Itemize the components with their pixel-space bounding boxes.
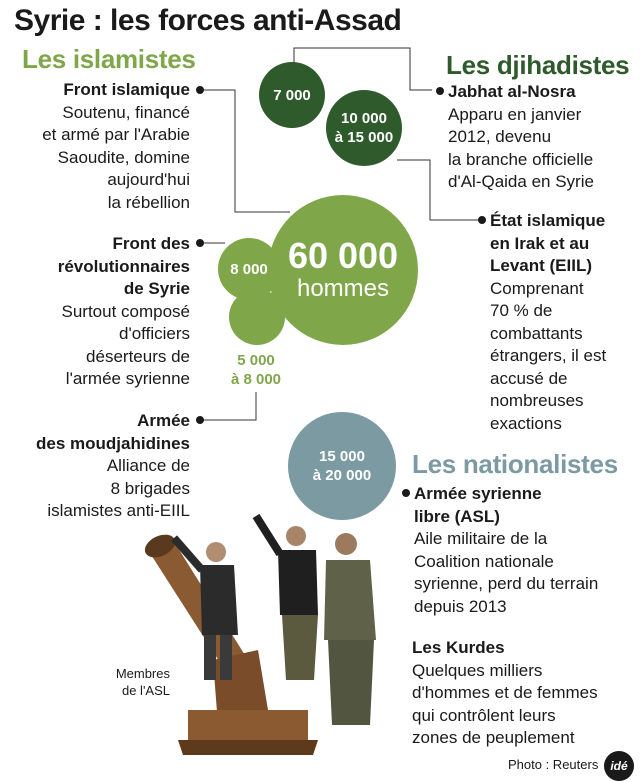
label-5000-line: 5 000	[237, 352, 275, 369]
total-label: hommes	[296, 275, 390, 302]
front-revolutionnaires-name-line: de Syrie	[123, 279, 190, 298]
circle-7000: 7 000	[259, 62, 325, 128]
eiil-desc-line: nombreuses	[490, 391, 584, 410]
page-title: Syrie : les forces anti-Assad	[14, 4, 402, 37]
moudjahidines-desc-line: Alliance de	[106, 456, 190, 475]
circle-10000-line: à 15 000	[334, 129, 394, 146]
asl-desc-line: syrienne, perd du terrain	[414, 574, 599, 593]
ide-logo: idé	[604, 751, 634, 781]
circle-15000-line: à 20 000	[312, 467, 372, 484]
front-islamique-desc-line: Soutenu, financé	[62, 102, 190, 122]
asl-dot	[402, 489, 410, 497]
asl-name-line: libre (ASL)	[414, 506, 500, 526]
front-islamique-desc-line: et armé par l'Arabie	[42, 125, 190, 144]
photo-caption-line: Membres	[115, 666, 170, 681]
nosra-desc-line: 2012, devenu	[448, 127, 552, 146]
eiil-name-line: État islamique	[490, 211, 606, 230]
photo-credit: Photo : Reuters	[508, 757, 599, 772]
photo-caption-line: de l'ASL	[121, 683, 170, 698]
asl-fighters-photo	[118, 510, 398, 760]
moudjahidines-block	[10, 410, 190, 523]
front-revolutionnaires-dot	[196, 239, 204, 247]
djihadistes-heading: Les djihadistes	[446, 50, 630, 80]
kurdes-desc-line: Quelques milliers	[412, 660, 543, 680]
eiil-desc-line: accusé de	[490, 368, 568, 388]
moudjahidines-name-line: des moudjahidines	[36, 433, 190, 453]
asl-name-line: Armée syrienne	[414, 484, 542, 503]
islamistes-heading: Les islamistes	[22, 44, 196, 74]
nosra-dot	[436, 87, 444, 95]
circle-10000-line: 10 000	[341, 110, 387, 127]
eiil-desc-line: étrangers, il est	[490, 346, 607, 365]
circle-15000	[288, 412, 396, 520]
moudjahidines-desc-line: 8 brigades	[110, 478, 190, 498]
front-islamique-desc-line: la rébellion	[107, 192, 190, 212]
moudjahidines-desc-line: islamistes anti-EIIL	[47, 501, 190, 520]
front-revolutionnaires-name-line: Front des	[112, 234, 190, 253]
eiil-desc-line: Comprenant	[490, 278, 584, 298]
label-5000-line: à 8 000	[230, 371, 282, 388]
photo-caption	[80, 665, 170, 699]
front-islamique-desc-line: aujourd'hui	[107, 170, 190, 189]
eiil-name-line: Levant (EIIL)	[490, 256, 593, 275]
circle-10000	[326, 90, 402, 166]
front-revolutionnaires-desc-line: Surtout composé	[61, 301, 190, 321]
eiil-desc-line: combattants	[490, 323, 583, 343]
eiil-desc-line: exactions	[490, 413, 562, 433]
front-islamique-name: Front islamique	[63, 80, 190, 99]
eiil-block	[490, 210, 638, 435]
front-islamique-dot	[196, 86, 204, 94]
circle-5000	[229, 289, 285, 345]
front-revolutionnaires-name-line: révolutionnaires	[57, 256, 190, 276]
front-revolutionnaires-desc-line: l'armée syrienne	[65, 369, 190, 388]
kurdes-desc-line: qui contrôlent leurs	[412, 705, 556, 725]
circle-15000-line: 15 000	[319, 448, 365, 465]
front-islamique-desc-line: Saoudite, domine	[57, 147, 190, 167]
asl-desc-line: depuis 2013	[414, 596, 507, 616]
circle-8000: 8 000	[218, 238, 280, 300]
nosra-desc-line: d'Al-Qaida en Syrie	[448, 172, 594, 191]
nosra-block	[448, 81, 638, 194]
asl-block	[414, 483, 638, 618]
nationalistes-heading: Les nationalistes	[412, 449, 618, 479]
nosra-name: Jabhat al-Nosra	[448, 82, 576, 101]
front-islamique-block	[10, 79, 190, 214]
kurdes-desc-line: zones de peuplement	[412, 728, 575, 747]
kurdes-block	[412, 637, 638, 750]
front-revolutionnaires-desc-line: d'officiers	[119, 324, 190, 343]
line-moudjahidines	[200, 392, 256, 420]
asl-desc-line: Aile militaire de la	[414, 529, 548, 548]
front-revolutionnaires-block	[10, 233, 190, 391]
eiil-desc-line: 70 % de	[490, 301, 553, 320]
nosra-desc-line: Apparu en janvier	[448, 104, 582, 124]
label-5000	[220, 351, 292, 389]
fighter-right	[324, 533, 376, 725]
nosra-desc-line: la branche officielle	[448, 149, 594, 169]
kurdes-desc-line: d'hommes et de femmes	[412, 683, 598, 702]
circle-60000	[268, 195, 418, 345]
eiil-dot	[478, 216, 486, 224]
kurdes-name: Les Kurdes	[412, 638, 505, 657]
total-number: 60 000	[287, 235, 399, 276]
moudjahidines-name-line: Armée	[137, 411, 190, 430]
fighter-center	[256, 516, 318, 680]
asl-desc-line: Coalition nationale	[414, 551, 554, 571]
moudjahidines-dot	[196, 416, 204, 424]
eiil-name-line: en Irak et au	[490, 233, 590, 253]
front-revolutionnaires-desc-line: déserteurs de	[86, 346, 190, 366]
